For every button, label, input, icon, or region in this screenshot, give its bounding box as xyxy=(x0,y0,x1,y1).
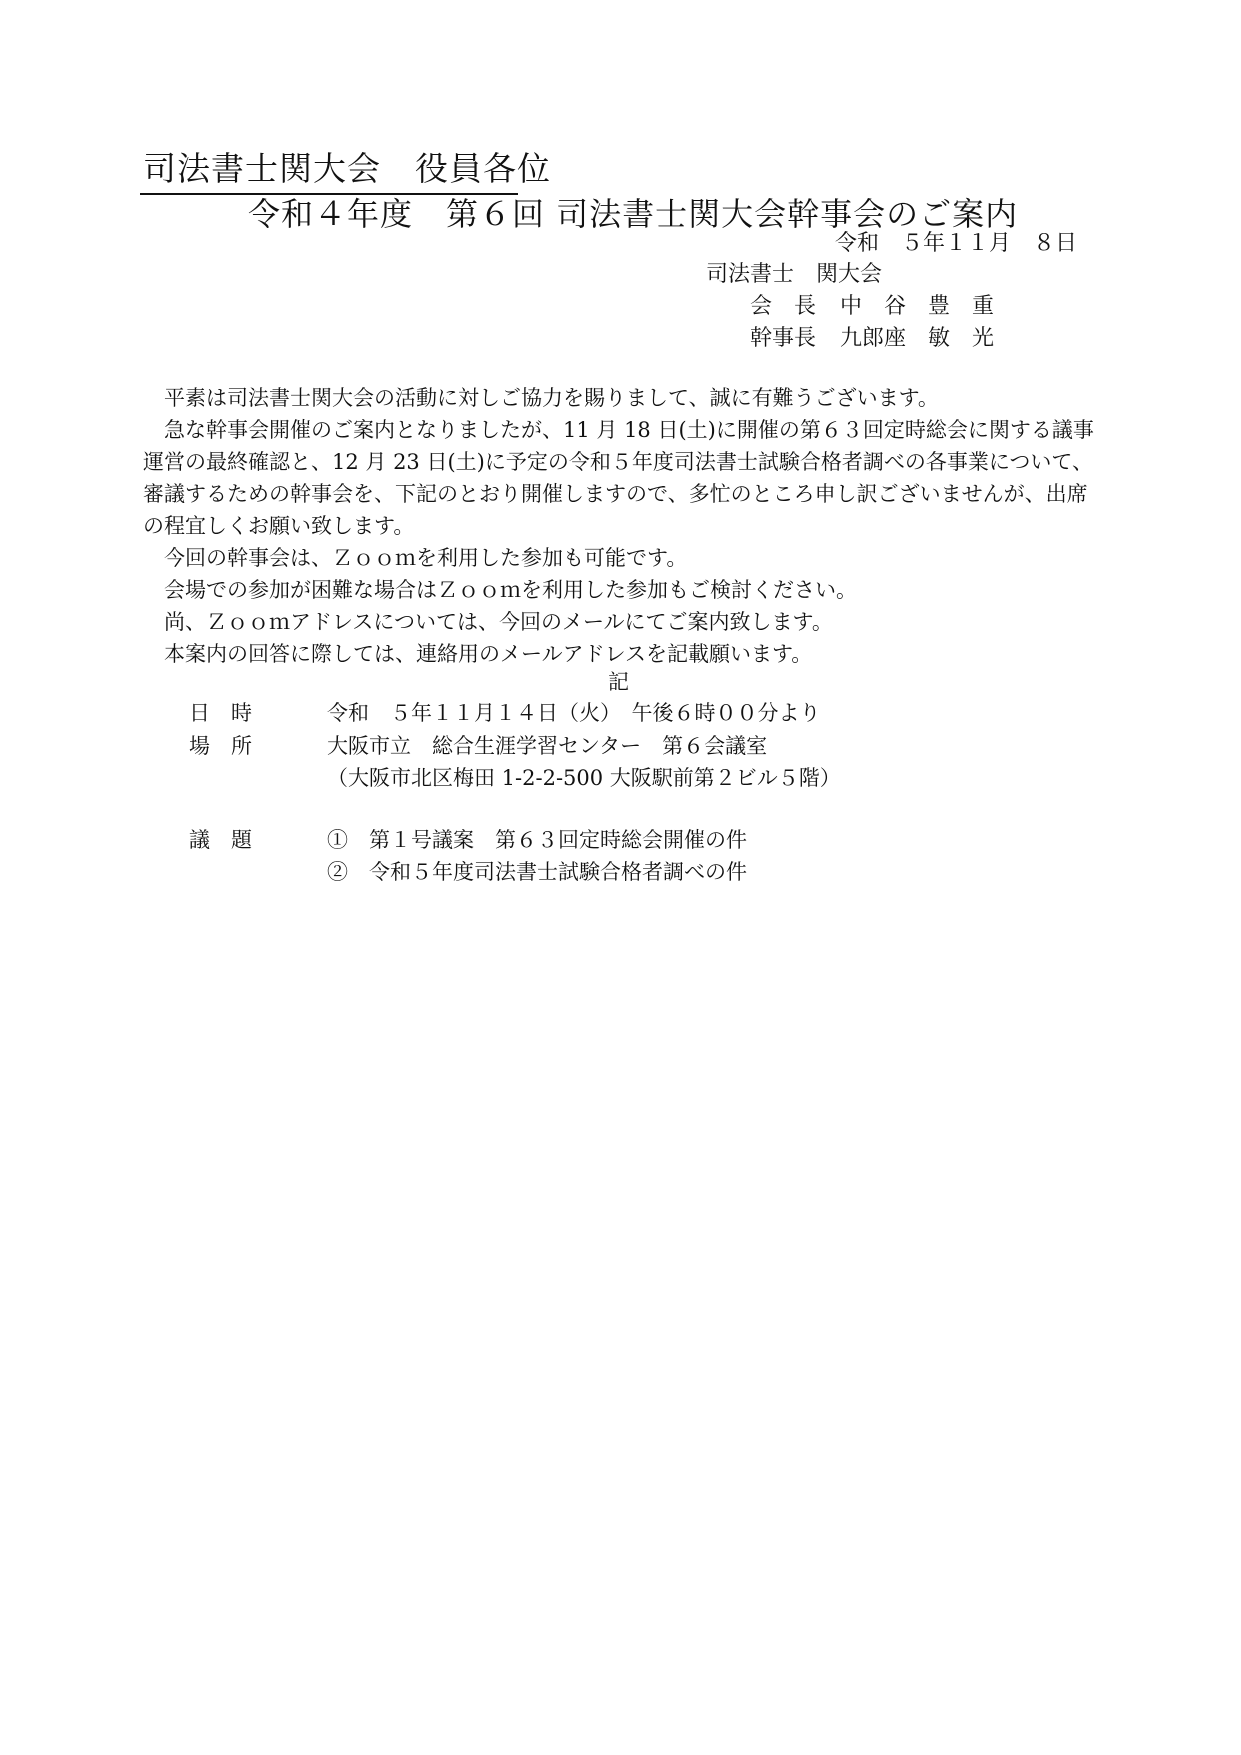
place-value: 大阪市立 総合生涯学習センター 第６会議室 xyxy=(327,734,768,758)
body-paragraph: 会場での参加が困難な場合はＺｏｏｍを利用した参加もご検討ください。 xyxy=(164,578,857,602)
issue-date: 令和 ５年１１月 ８日 xyxy=(835,231,1078,256)
body-text xyxy=(143,382,1101,670)
signatory-role: 会 長 xyxy=(750,294,817,319)
body-paragraph: 急な幹事会開催のご案内となりましたが、11 月 18 日(土)に開催の第６３回定時総会に関する議事運営の最終確認と、12 月 23 日(土)に予定の令和５年度司法書士試験合格者調べの各事業について、審議するための幹事会を、下記のとおり開催しますので、多忙のところ申し訳ございませんが、出席の程宜しくお願い致します。 xyxy=(143,418,1094,538)
sender-organization: 司法書士 関大会 xyxy=(706,262,883,287)
signatory-name: 九郎座 敏 光 xyxy=(840,326,995,351)
body-paragraph: 平素は司法書士関大会の活動に対しご協力を賜りまして、誠に有難うございます。 xyxy=(164,386,939,410)
document-title: 令和４年度 第６回 司法書士関大会幹事会のご案内 xyxy=(248,195,1019,233)
datetime-label: 日 時 xyxy=(189,701,252,725)
place-address: （大阪市北区梅田 1-2-2-500 大阪駅前第２ビル５階） xyxy=(327,766,841,790)
signatory-name: 中 谷 豊 重 xyxy=(840,294,995,319)
signatory-president xyxy=(750,291,994,323)
signatory-role: 幹事長 xyxy=(750,326,817,351)
signatory-secretary-general xyxy=(750,323,994,355)
body-paragraph: 本案内の回答に際しては、連絡用のメールアドレスを記載願います。 xyxy=(164,642,813,666)
agenda-label: 議 題 xyxy=(189,828,252,852)
body-paragraph: 尚、Ｚｏｏｍアドレスについては、今回のメールにてご案内致します。 xyxy=(164,610,833,634)
agenda-item: ① 第１号議案 第６３回定時総会開催の件 xyxy=(327,828,747,852)
body-paragraph: 今回の幹事会は、Ｚｏｏｍを利用した参加も可能です。 xyxy=(164,546,688,570)
place-label: 場 所 xyxy=(189,734,252,758)
agenda-item: ② 令和５年度司法書士試験合格者調べの件 xyxy=(327,860,747,884)
ki-heading: 記 xyxy=(608,670,629,694)
addressee: 司法書士関大会 役員各位 xyxy=(143,149,551,188)
datetime-value: 令和 ５年１１月１４日（火） 午後６時００分より xyxy=(327,701,821,725)
